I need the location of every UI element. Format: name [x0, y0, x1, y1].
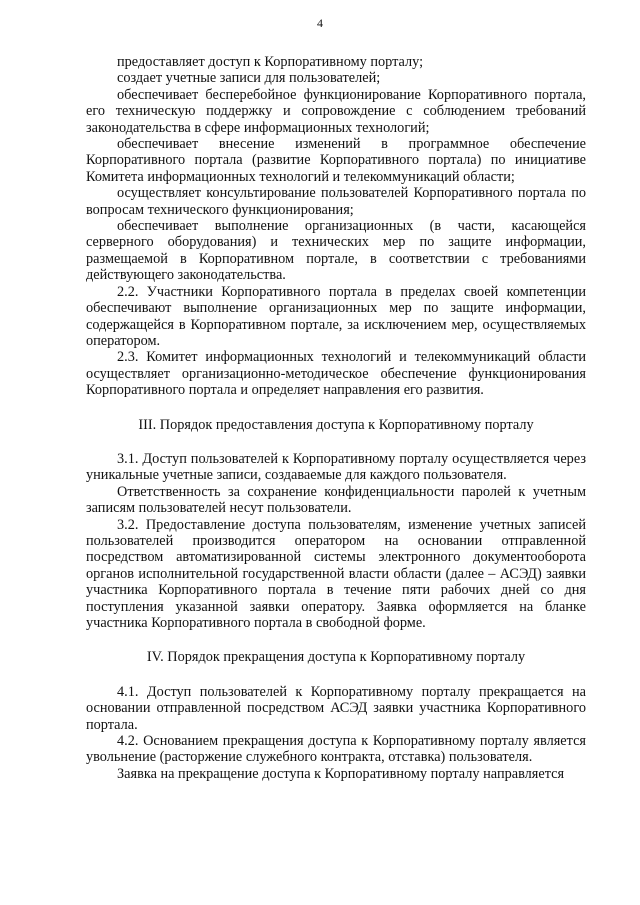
- paragraph: 2.3. Комитет информационных технологий и телекоммуникаций области осуществляет организационно-методическое обеспечение функционирования Корпоративного портала и определяет направления его развития.: [86, 349, 586, 399]
- paragraph: 4.2. Основанием прекращения доступа к Корпоративному порталу является увольнение (расторжение служебного контракта, отставка) пользователя.: [86, 733, 586, 766]
- section-heading-3: III. Порядок предоставления доступа к Корпоративному порталу: [138, 416, 534, 433]
- paragraph: обеспечивает внесение изменений в программное обеспечение Корпоративного портала (развитие Корпоративного портала) по инициативе Комитета информационных технологий и телекоммуникаций области;: [86, 136, 586, 185]
- paragraph: обеспечивает выполнение организационных (в части, касающейся серверного оборудования) и технических мер по защите информации, размещаемой в Корпоративном портале, в соответствии с требованиями действующего законодательства.: [86, 218, 586, 284]
- section-4-body: [86, 684, 586, 782]
- paragraph: предоставляет доступ к Корпоративному порталу;: [117, 54, 424, 70]
- paragraph: Ответственность за сохранение конфиденциальности паролей к учетным записям пользователей несут пользователи.: [86, 483, 586, 517]
- document-body: [86, 54, 586, 782]
- paragraph: обеспечивает бесперебойное функционирование Корпоративного портала, его техническую поддержку и сопровождение с соблюдением требований законодательства в сфере информационных технологий;: [86, 86, 586, 136]
- paragraph: 4.1. Доступ пользователей к Корпоративному порталу прекращается на основании отправленной посредством АСЭД заявки участника Корпоративного портала.: [86, 683, 586, 733]
- page-number: 4: [317, 16, 323, 30]
- paragraph: 3.2. Предоставление доступа пользователям, изменение учетных записей пользователей производится оператором на основании отправленной посредством автоматизированной системы электронного документооборота органов исполнительной государственной власти области (далее – АСЭД) заявки участника Корпоративного портала в течение пяти рабочих дней со дня поступления указанной заявки оператору. Заявка оформляется на бланке участника Корпоративного портала в свободной форме.: [86, 516, 586, 631]
- paragraph: Заявка на прекращение доступа к Корпоративному порталу направляется: [117, 765, 565, 782]
- section-3-body: [86, 451, 586, 631]
- paragraph: 3.1. Доступ пользователей к Корпоративному порталу осуществляется через уникальные учетные записи, создаваемые для каждого пользователя.: [86, 450, 586, 484]
- paragraph: 2.2. Участники Корпоративного портала в пределах своей компетенции обеспечивают выполнение организационных мер по защите информации, содержащейся в Корпоративном портале, за исключением мер, осуществляемых оператором.: [86, 283, 586, 349]
- paragraph: осуществляет консультирование пользователей Корпоративного портала по вопросам технического функционирования;: [86, 185, 586, 218]
- section-heading-4: IV. Порядок прекращения доступа к Корпоративному порталу: [146, 649, 526, 666]
- paragraph: создает учетные записи для пользователей;: [117, 70, 381, 87]
